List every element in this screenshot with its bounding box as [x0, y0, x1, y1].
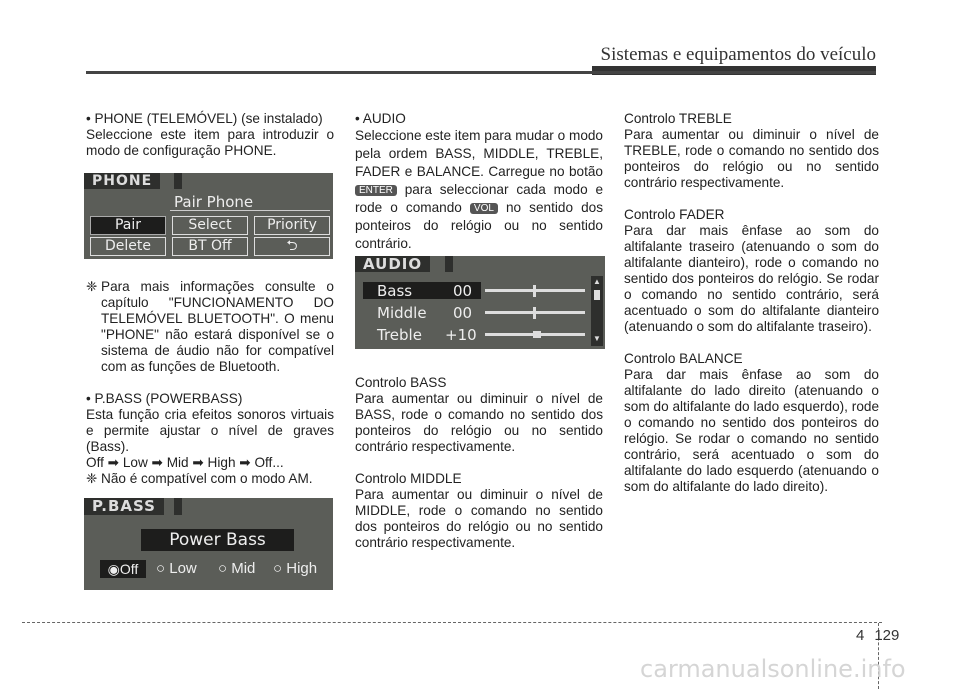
vol-badge: VOL — [470, 203, 498, 214]
note-mark-icon: ❈ — [86, 279, 98, 294]
page-header-title: Sistemas e equipamentos do veículo — [600, 44, 876, 65]
select-button[interactable]: Select — [172, 216, 248, 235]
fader-control-title: Controlo FADER — [624, 207, 725, 222]
pbass-sequence: Off ➡ Low ➡ Mid ➡ High ➡ Off... — [86, 455, 284, 470]
scroll-thumb[interactable] — [594, 290, 600, 300]
pbass-note: Não é compatível com o modo AM. — [101, 471, 313, 486]
page-number — [856, 627, 899, 644]
back-button[interactable] — [254, 237, 330, 256]
treble-slider-knob[interactable] — [533, 331, 541, 338]
enter-badge: ENTER — [355, 185, 397, 196]
fader-control-description: Para dar mais ênfase ao som do altifalante traseiro (atenuando o som do altifalante dianteiro), rode o comando no sentido dos ponteiros do relógio. Se rodar o comando no sentido contrário, será acentuado o som do altifalante dianteiro (atenuando o som do altifalante traseiro). — [624, 223, 879, 334]
middle-column-controls — [355, 375, 603, 551]
watermark: carmanualsonline.info — [640, 655, 906, 683]
scrollbar[interactable] — [591, 276, 603, 346]
treble-value: +10 — [445, 326, 477, 344]
middle-column — [355, 111, 603, 253]
chapter-number: 4 — [856, 627, 865, 644]
phone-bullet: • PHONE (TELEMÓVEL) (se instalado) — [86, 111, 323, 126]
phone-screen-title: Pair Phone — [174, 193, 254, 211]
pbass-screen — [84, 498, 333, 590]
treble-label: Treble — [377, 326, 422, 344]
back-arrow-icon: ⮌ — [286, 238, 298, 254]
middle-control-description: Para aumentar ou diminuir o nível de MIDDLE, rode o comando no sentido dos ponteiros do relógio ou no sentido contrário respectivamente. — [355, 487, 603, 550]
audio-description: Seleccione este item para mudar o modo pela ordem BASS, MIDDLE, TREBLE, FADER e BALANCE. Carregue no botão ENTER para seleccionar cada modo e rode o comando VOL no sentido dos ponteiros do relógio ou no sentido contrário. — [355, 128, 604, 251]
bass-control-title: Controlo BASS — [355, 375, 447, 390]
bass-control-description: Para aumentar ou diminuir o nível de BASS, rode o comando no sentido dos ponteiros do relógio ou no sentido contrário respectivamente. — [355, 391, 603, 454]
bt-off-button[interactable]: BT Off — [172, 237, 248, 256]
phone-screen — [84, 173, 333, 259]
bass-label: Bass — [377, 282, 413, 300]
title-underline — [170, 210, 330, 211]
balance-control-description: Para dar mais ênfase ao som do altifalante do lado direito (atenuando o som do altifalante do lado esquerdo), rode o comando no sentido dos ponteiros do relógio. Se rodar o comando no sentido contrário, será acentuado o som do altifalante do lado esquerdo (atenuando o som do altifalante do lado direito). — [624, 367, 879, 494]
bass-slider-knob[interactable] — [533, 285, 536, 297]
middle-label: Middle — [377, 304, 427, 322]
power-bass-title: Power Bass — [141, 529, 294, 551]
delete-button[interactable]: Delete — [90, 237, 166, 256]
left-column-notes — [86, 279, 334, 487]
left-column — [86, 111, 334, 159]
bass-value: 00 — [453, 282, 473, 300]
phone-description: Seleccione este item para introduzir o modo de configuração PHONE. — [86, 127, 334, 158]
treble-control-title: Controlo TREBLE — [624, 111, 732, 126]
option-off[interactable]: ◉Off — [100, 560, 146, 578]
radio-selected-icon: ◉ — [107, 561, 120, 577]
footer-rule — [22, 622, 882, 623]
pbass-description: Esta função cria efeitos sonoros virtuais e permite ajustar o nível de graves (Bass). — [86, 407, 334, 454]
radio-icon: ○ — [156, 560, 170, 577]
middle-control-title: Controlo MIDDLE — [355, 471, 462, 486]
option-mid[interactable]: ○ Mid — [218, 560, 256, 577]
radio-icon: ○ — [218, 560, 232, 577]
pair-button[interactable]: Pair — [90, 216, 166, 235]
priority-button[interactable]: Priority — [254, 216, 330, 235]
pbass-tab: P.BASS — [84, 498, 164, 515]
page-number-value: 129 — [874, 627, 900, 644]
option-high[interactable]: ○ High — [273, 560, 318, 577]
balance-control-title: Controlo BALANCE — [624, 351, 743, 366]
phone-tab: PHONE — [84, 173, 160, 189]
note-mark-icon: ❈ — [86, 471, 98, 486]
audio-tab: AUDIO — [355, 256, 430, 272]
scroll-down-icon[interactable]: ▼ — [593, 334, 601, 343]
pbass-bullet: • P.BASS (POWERBASS) — [86, 391, 243, 406]
right-column — [624, 111, 879, 495]
middle-value: 00 — [453, 304, 473, 322]
header-rule — [86, 71, 876, 74]
audio-bullet: • AUDIO — [355, 111, 406, 126]
treble-control-description: Para aumentar ou diminuir o nível de TREBLE, rode o comando no sentido dos ponteiros do relógio ou no sentido contrário respectivamente. — [624, 127, 879, 190]
scroll-up-icon[interactable]: ▲ — [593, 277, 601, 286]
middle-slider-knob[interactable] — [533, 307, 536, 319]
phone-note: Para mais informações consulte o capítulo "FUNCIONAMENTO DO TELEMÓVEL BLUETOOTH". O menu "PHONE" não estará disponível se o sistema de áudio não for compatível com as funções de Bluetooth. — [101, 279, 334, 374]
radio-icon: ○ — [273, 560, 287, 577]
audio-screen — [355, 256, 605, 349]
option-low[interactable]: ○ Low — [156, 560, 197, 577]
